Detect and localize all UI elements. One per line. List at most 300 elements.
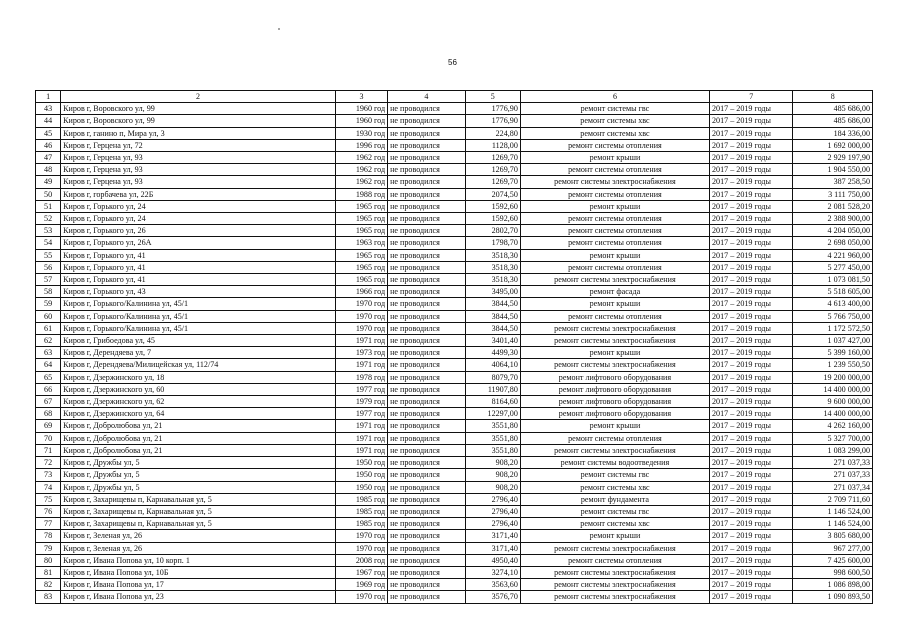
work-type-cell: ремонт системы электроснабжения [520, 591, 709, 603]
period-cell: 2017 – 2019 годы [710, 432, 793, 444]
row-number-cell: 72 [36, 457, 61, 469]
build-year-cell: 1970 год [335, 298, 387, 310]
work-type-cell: ремонт лифтового оборудования [520, 383, 709, 395]
work-type-cell: ремонт системы электроснабжения [520, 566, 709, 578]
address-cell: Киров г, Дерендяева/Милицейская ул, 112/74 [61, 359, 336, 371]
address-cell: Киров г, Дзержинского ул, 64 [61, 408, 336, 420]
last-repair-cell: не проводился [388, 200, 465, 212]
address-cell: Киров г, Дзержинского ул, 18 [61, 371, 336, 383]
cost-cell: 1 037 427,00 [793, 335, 873, 347]
area-cell: 8079,70 [465, 371, 520, 383]
build-year-cell: 1960 год [335, 103, 387, 115]
area-cell: 3551,80 [465, 444, 520, 456]
address-cell: Киров г, Добролюбова ул, 21 [61, 420, 336, 432]
cost-cell: 184 336,00 [793, 127, 873, 139]
cost-cell: 9 600 000,00 [793, 396, 873, 408]
table-row [36, 335, 873, 347]
cost-cell: 1 239 550,50 [793, 359, 873, 371]
area-cell: 1776,90 [465, 115, 520, 127]
row-number-cell: 49 [36, 176, 61, 188]
work-type-cell: ремонт лифтового оборудования [520, 371, 709, 383]
address-cell: Киров г, Герцена ул, 93 [61, 152, 336, 164]
table-row [36, 310, 873, 322]
build-year-cell: 1965 год [335, 213, 387, 225]
last-repair-cell: не проводился [388, 127, 465, 139]
address-cell: Киров г, Дзержинского ул, 60 [61, 383, 336, 395]
cost-cell: 2 698 050,00 [793, 237, 873, 249]
row-number-cell: 65 [36, 371, 61, 383]
last-repair-cell: не проводился [388, 432, 465, 444]
address-cell: Киров г, Герцена ул, 93 [61, 176, 336, 188]
area-cell: 2796,40 [465, 518, 520, 530]
last-repair-cell: не проводился [388, 139, 465, 151]
address-cell: Киров г, Воровского ул, 99 [61, 103, 336, 115]
last-repair-cell: не проводился [388, 457, 465, 469]
last-repair-cell: не проводился [388, 505, 465, 517]
period-cell: 2017 – 2019 годы [710, 493, 793, 505]
address-cell: Киров г, Ивана Попова ул, 10Б [61, 566, 336, 578]
period-cell: 2017 – 2019 годы [710, 542, 793, 554]
area-cell: 1269,70 [465, 164, 520, 176]
area-cell: 3171,40 [465, 542, 520, 554]
last-repair-cell: не проводился [388, 335, 465, 347]
period-cell: 2017 – 2019 годы [710, 322, 793, 334]
cost-cell: 4 221 960,00 [793, 249, 873, 261]
period-cell: 2017 – 2019 годы [710, 371, 793, 383]
address-cell: Киров г, Ивана Попова ул, 10 корп. 1 [61, 554, 336, 566]
work-type-cell: ремонт системы хвс [520, 127, 709, 139]
work-type-cell: ремонт системы отопления [520, 139, 709, 151]
table-row [36, 579, 873, 591]
period-cell: 2017 – 2019 годы [710, 164, 793, 176]
table-row [36, 554, 873, 566]
row-number-cell: 79 [36, 542, 61, 554]
work-type-cell: ремонт системы отопления [520, 164, 709, 176]
last-repair-cell: не проводился [388, 176, 465, 188]
cost-cell: 2 709 711,60 [793, 493, 873, 505]
cost-cell: 271 037,33 [793, 469, 873, 481]
address-cell: Киров г, Захарищевы п, Карнавальная ул, 5 [61, 518, 336, 530]
row-number-cell: 77 [36, 518, 61, 530]
row-number-cell: 74 [36, 481, 61, 493]
cost-cell: 7 425 600,00 [793, 554, 873, 566]
cost-cell: 19 200 000,00 [793, 371, 873, 383]
period-cell: 2017 – 2019 годы [710, 261, 793, 273]
column-header: 1 [36, 91, 61, 103]
address-cell: Киров г, Захарищевы п, Карнавальная ул, 5 [61, 505, 336, 517]
table-row [36, 359, 873, 371]
last-repair-cell: не проводился [388, 213, 465, 225]
address-cell: Киров г, горбачева ул, 22Б [61, 188, 336, 200]
last-repair-cell: не проводился [388, 542, 465, 554]
work-type-cell: ремонт лифтового оборудования [520, 396, 709, 408]
area-cell: 11907,80 [465, 383, 520, 395]
cost-cell: 485 686,00 [793, 103, 873, 115]
cost-cell: 1 146 524,00 [793, 505, 873, 517]
cost-cell: 4 262 160,00 [793, 420, 873, 432]
cost-cell: 1 692 000,00 [793, 139, 873, 151]
address-cell: Киров г, Горького/Калинина ул, 45/1 [61, 322, 336, 334]
address-cell: Киров г, Дружбы ул, 5 [61, 481, 336, 493]
row-number-cell: 56 [36, 261, 61, 273]
last-repair-cell: не проводился [388, 530, 465, 542]
last-repair-cell: не проводился [388, 164, 465, 176]
period-cell: 2017 – 2019 годы [710, 213, 793, 225]
column-header: 2 [61, 91, 336, 103]
build-year-cell: 1965 год [335, 274, 387, 286]
last-repair-cell: не проводился [388, 469, 465, 481]
address-cell: Киров г, Горького ул, 43 [61, 286, 336, 298]
address-cell: Киров г, Горького ул, 24 [61, 200, 336, 212]
table-row [36, 298, 873, 310]
row-number-cell: 66 [36, 383, 61, 395]
period-cell: 2017 – 2019 годы [710, 359, 793, 371]
area-cell: 3551,80 [465, 432, 520, 444]
address-cell: Киров г, ганино п, Мира ул, 3 [61, 127, 336, 139]
area-cell: 4499,30 [465, 347, 520, 359]
address-cell: Киров г, Воровского ул, 99 [61, 115, 336, 127]
work-type-cell: ремонт лифтового оборудования [520, 408, 709, 420]
table-row [36, 237, 873, 249]
row-number-cell: 68 [36, 408, 61, 420]
table-row [36, 444, 873, 456]
area-cell: 3551,80 [465, 420, 520, 432]
work-type-cell: ремонт системы отопления [520, 432, 709, 444]
table-row [36, 396, 873, 408]
work-type-cell: ремонт крыши [520, 249, 709, 261]
row-number-cell: 63 [36, 347, 61, 359]
row-number-cell: 60 [36, 310, 61, 322]
column-header: 6 [520, 91, 709, 103]
table-row [36, 127, 873, 139]
address-cell: Киров г, Горького ул, 41 [61, 249, 336, 261]
table-row [36, 322, 873, 334]
area-cell: 908,20 [465, 469, 520, 481]
row-number-cell: 82 [36, 579, 61, 591]
cost-cell: 387 258,50 [793, 176, 873, 188]
area-cell: 1592,60 [465, 213, 520, 225]
address-cell: Киров г, Дерендяева ул, 7 [61, 347, 336, 359]
period-cell: 2017 – 2019 годы [710, 347, 793, 359]
last-repair-cell: не проводился [388, 115, 465, 127]
period-cell: 2017 – 2019 годы [710, 286, 793, 298]
work-type-cell: ремонт системы электроснабжения [520, 579, 709, 591]
address-cell: Киров г, Грибоедова ул, 45 [61, 335, 336, 347]
last-repair-cell: не проводился [388, 274, 465, 286]
last-repair-cell: не проводился [388, 408, 465, 420]
build-year-cell: 1973 год [335, 347, 387, 359]
table-row [36, 457, 873, 469]
row-number-cell: 51 [36, 200, 61, 212]
last-repair-cell: не проводился [388, 359, 465, 371]
build-year-cell: 1965 год [335, 200, 387, 212]
address-cell: Киров г, Ивана Попова ул, 23 [61, 591, 336, 603]
row-number-cell: 71 [36, 444, 61, 456]
row-number-cell: 62 [36, 335, 61, 347]
last-repair-cell: не проводился [388, 103, 465, 115]
table-row [36, 542, 873, 554]
table-row [36, 566, 873, 578]
last-repair-cell: не проводился [388, 347, 465, 359]
period-cell: 2017 – 2019 годы [710, 469, 793, 481]
address-cell: Киров г, Горького ул, 26А [61, 237, 336, 249]
area-cell: 4064,10 [465, 359, 520, 371]
build-year-cell: 1965 год [335, 225, 387, 237]
build-year-cell: 1971 год [335, 432, 387, 444]
table-row [36, 225, 873, 237]
build-year-cell: 1971 год [335, 444, 387, 456]
work-type-cell: ремонт системы отопления [520, 310, 709, 322]
column-number-row [36, 91, 873, 103]
area-cell: 4950,40 [465, 554, 520, 566]
column-header: 3 [335, 91, 387, 103]
cost-cell: 14 400 000,00 [793, 383, 873, 395]
build-year-cell: 1950 год [335, 457, 387, 469]
cost-cell: 998 600,50 [793, 566, 873, 578]
address-cell: Киров г, Горького/Калинина ул, 45/1 [61, 310, 336, 322]
work-type-cell: ремонт крыши [520, 347, 709, 359]
work-type-cell: ремонт системы отопления [520, 261, 709, 273]
area-cell: 1592,60 [465, 200, 520, 212]
area-cell: 3274,10 [465, 566, 520, 578]
period-cell: 2017 – 2019 годы [710, 420, 793, 432]
period-cell: 2017 – 2019 годы [710, 518, 793, 530]
cost-cell: 5 766 750,00 [793, 310, 873, 322]
work-type-cell: ремонт системы электроснабжения [520, 274, 709, 286]
table-row [36, 200, 873, 212]
area-cell: 3576,70 [465, 591, 520, 603]
period-cell: 2017 – 2019 годы [710, 554, 793, 566]
work-type-cell: ремонт системы хвс [520, 518, 709, 530]
row-number-cell: 59 [36, 298, 61, 310]
work-type-cell: ремонт системы отопления [520, 225, 709, 237]
build-year-cell: 1962 год [335, 164, 387, 176]
cost-cell: 271 037,33 [793, 457, 873, 469]
area-cell: 3844,50 [465, 322, 520, 334]
cost-cell: 4 613 400,00 [793, 298, 873, 310]
cost-cell: 1 083 299,00 [793, 444, 873, 456]
cost-cell: 3 805 680,00 [793, 530, 873, 542]
column-header: 8 [793, 91, 873, 103]
work-type-cell: ремонт системы гвс [520, 469, 709, 481]
build-year-cell: 1962 год [335, 176, 387, 188]
work-type-cell: ремонт крыши [520, 530, 709, 542]
last-repair-cell: не проводился [388, 286, 465, 298]
period-cell: 2017 – 2019 годы [710, 444, 793, 456]
last-repair-cell: не проводился [388, 322, 465, 334]
work-type-cell: ремонт системы электроснабжения [520, 335, 709, 347]
last-repair-cell: не проводился [388, 298, 465, 310]
period-cell: 2017 – 2019 годы [710, 200, 793, 212]
work-type-cell: ремонт крыши [520, 298, 709, 310]
cost-cell: 1 073 081,50 [793, 274, 873, 286]
build-year-cell: 1970 год [335, 530, 387, 542]
row-number-cell: 64 [36, 359, 61, 371]
work-type-cell: ремонт крыши [520, 152, 709, 164]
period-cell: 2017 – 2019 годы [710, 457, 793, 469]
row-number-cell: 45 [36, 127, 61, 139]
work-type-cell: ремонт системы хвс [520, 115, 709, 127]
row-number-cell: 80 [36, 554, 61, 566]
build-year-cell: 1970 год [335, 591, 387, 603]
last-repair-cell: не проводился [388, 188, 465, 200]
last-repair-cell: не проводился [388, 396, 465, 408]
work-type-cell: ремонт системы отопления [520, 554, 709, 566]
row-number-cell: 47 [36, 152, 61, 164]
last-repair-cell: не проводился [388, 371, 465, 383]
area-cell: 1269,70 [465, 176, 520, 188]
table-row [36, 505, 873, 517]
area-cell: 1128,00 [465, 139, 520, 151]
last-repair-cell: не проводился [388, 420, 465, 432]
address-cell: Киров г, Горького ул, 41 [61, 261, 336, 273]
area-cell: 8164,60 [465, 396, 520, 408]
period-cell: 2017 – 2019 годы [710, 530, 793, 542]
table-row [36, 152, 873, 164]
last-repair-cell: не проводился [388, 566, 465, 578]
row-number-cell: 67 [36, 396, 61, 408]
period-cell: 2017 – 2019 годы [710, 237, 793, 249]
period-cell: 2017 – 2019 годы [710, 115, 793, 127]
cost-cell: 5 277 450,00 [793, 261, 873, 273]
address-cell: Киров г, Горького ул, 26 [61, 225, 336, 237]
table-row [36, 274, 873, 286]
area-cell: 3844,50 [465, 310, 520, 322]
work-type-cell: ремонт системы отопления [520, 188, 709, 200]
area-cell: 3171,40 [465, 530, 520, 542]
period-cell: 2017 – 2019 годы [710, 249, 793, 261]
area-cell: 12297,00 [465, 408, 520, 420]
address-cell: Киров г, Горького ул, 24 [61, 213, 336, 225]
area-cell: 2796,40 [465, 493, 520, 505]
address-cell: Киров г, Дзержинского ул, 62 [61, 396, 336, 408]
period-cell: 2017 – 2019 годы [710, 103, 793, 115]
cost-cell: 967 277,00 [793, 542, 873, 554]
table-row [36, 383, 873, 395]
address-cell: Киров г, Захарищевы п, Карнавальная ул, 5 [61, 493, 336, 505]
address-cell: Киров г, Ивана Попова ул, 17 [61, 579, 336, 591]
table-row [36, 408, 873, 420]
row-number-cell: 46 [36, 139, 61, 151]
table-row [36, 115, 873, 127]
cost-cell: 2 388 900,00 [793, 213, 873, 225]
row-number-cell: 70 [36, 432, 61, 444]
table-row [36, 432, 873, 444]
address-cell: Киров г, Горького ул, 41 [61, 274, 336, 286]
build-year-cell: 1969 год [335, 579, 387, 591]
work-type-cell: ремонт системы гвс [520, 103, 709, 115]
table-row [36, 591, 873, 603]
table-row [36, 481, 873, 493]
build-year-cell: 1977 год [335, 383, 387, 395]
build-year-cell: 2008 год [335, 554, 387, 566]
period-cell: 2017 – 2019 годы [710, 566, 793, 578]
table-row [36, 261, 873, 273]
last-repair-cell: не проводился [388, 152, 465, 164]
row-number-cell: 73 [36, 469, 61, 481]
scan-speck [278, 28, 280, 30]
work-type-cell: ремонт системы гвс [520, 505, 709, 517]
build-year-cell: 1971 год [335, 335, 387, 347]
row-number-cell: 76 [36, 505, 61, 517]
last-repair-cell: не проводился [388, 591, 465, 603]
build-year-cell: 1965 год [335, 249, 387, 261]
work-type-cell: ремонт системы электроснабжения [520, 444, 709, 456]
work-type-cell: ремонт крыши [520, 200, 709, 212]
build-year-cell: 1966 год [335, 286, 387, 298]
row-number-cell: 57 [36, 274, 61, 286]
table-row [36, 164, 873, 176]
period-cell: 2017 – 2019 годы [710, 274, 793, 286]
work-type-cell: ремонт системы электроснабжения [520, 322, 709, 334]
period-cell: 2017 – 2019 годы [710, 591, 793, 603]
column-header: 7 [710, 91, 793, 103]
last-repair-cell: не проводился [388, 481, 465, 493]
table-row [36, 420, 873, 432]
area-cell: 3518,30 [465, 249, 520, 261]
last-repair-cell: не проводился [388, 383, 465, 395]
row-number-cell: 69 [36, 420, 61, 432]
area-cell: 3563,60 [465, 579, 520, 591]
cost-cell: 1 172 572,50 [793, 322, 873, 334]
address-cell: Киров г, Горького/Калинина ул, 45/1 [61, 298, 336, 310]
build-year-cell: 1988 год [335, 188, 387, 200]
last-repair-cell: не проводился [388, 579, 465, 591]
work-type-cell: ремонт системы электроснабжения [520, 542, 709, 554]
address-cell: Киров г, Герцена ул, 93 [61, 164, 336, 176]
table-row [36, 469, 873, 481]
build-year-cell: 1985 год [335, 518, 387, 530]
build-year-cell: 1967 год [335, 566, 387, 578]
cost-cell: 2 929 197,90 [793, 152, 873, 164]
last-repair-cell: не проводился [388, 261, 465, 273]
build-year-cell: 1996 год [335, 139, 387, 151]
column-header: 5 [465, 91, 520, 103]
build-year-cell: 1985 год [335, 505, 387, 517]
cost-cell: 1 090 893,50 [793, 591, 873, 603]
last-repair-cell: не проводился [388, 310, 465, 322]
build-year-cell: 1950 год [335, 469, 387, 481]
column-header: 4 [388, 91, 465, 103]
period-cell: 2017 – 2019 годы [710, 383, 793, 395]
row-number-cell: 58 [36, 286, 61, 298]
table-row [36, 139, 873, 151]
cost-cell: 4 204 050,00 [793, 225, 873, 237]
row-number-cell: 83 [36, 591, 61, 603]
area-cell: 3518,30 [465, 274, 520, 286]
area-cell: 224,80 [465, 127, 520, 139]
row-number-cell: 61 [36, 322, 61, 334]
work-type-cell: ремонт системы отопления [520, 237, 709, 249]
row-number-cell: 54 [36, 237, 61, 249]
row-number-cell: 44 [36, 115, 61, 127]
build-year-cell: 1985 год [335, 493, 387, 505]
period-cell: 2017 – 2019 годы [710, 579, 793, 591]
work-type-cell: ремонт системы хвс [520, 481, 709, 493]
work-type-cell: ремонт системы отопления [520, 213, 709, 225]
period-cell: 2017 – 2019 годы [710, 335, 793, 347]
row-number-cell: 55 [36, 249, 61, 261]
period-cell: 2017 – 2019 годы [710, 176, 793, 188]
work-type-cell: ремонт фасада [520, 286, 709, 298]
table-row [36, 530, 873, 542]
table-row [36, 347, 873, 359]
build-year-cell: 1930 год [335, 127, 387, 139]
area-cell: 908,20 [465, 457, 520, 469]
area-cell: 3844,50 [465, 298, 520, 310]
area-cell: 2796,40 [465, 505, 520, 517]
row-number-cell: 48 [36, 164, 61, 176]
